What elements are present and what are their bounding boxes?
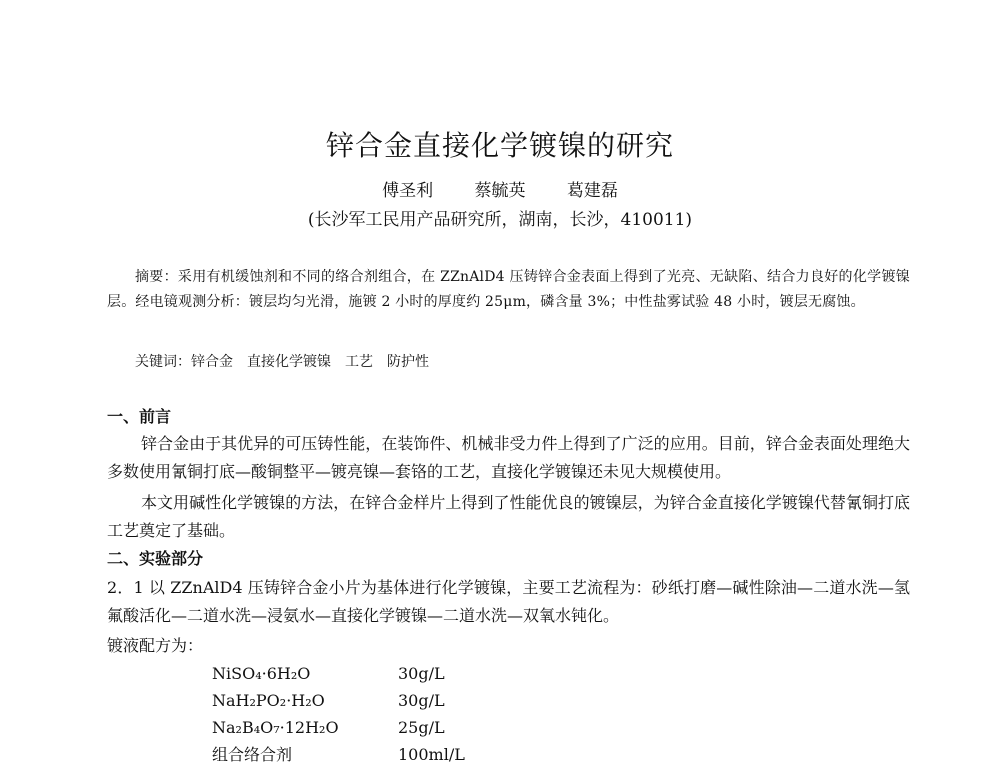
keyword: 直接化学镀镍 <box>247 354 331 370</box>
abstract: 摘要：采用有机缓蚀剂和不同的络合剂组合，在 ZZnAlD4 压铸锌合金表面上得到了光亮、无缺陷、结合力良好的化学镀镍层。经电镜观测分析：镀层均匀光滑，施镀 2 小时的厚度约 25μm，磷含量 3%；中性盐雾试验 48 小时，镀层无腐蚀。 <box>107 269 910 310</box>
keyword: 工艺 <box>345 354 373 370</box>
chemical-name: NaH₂PO₂·H₂O <box>212 691 325 710</box>
paragraph: 锌合金由于其优异的可压铸性能，在装饰件、机械非受力件上得到了广泛的应用。目前，锌合金表面处理绝大多数使用氰铜打底—酸铜整平—镀亮镍—套铬的工艺，直接化学镀镍还未见大规模使用。 <box>107 434 910 481</box>
formula-row <box>212 742 518 769</box>
chemical-name: NiSO₄·6H₂O <box>212 664 311 683</box>
formula-label: 镀液配方为： <box>107 636 204 655</box>
chemical-amount: 30g/L <box>398 691 445 710</box>
bath-formula-table <box>212 661 518 769</box>
keyword: 防护性 <box>387 354 429 370</box>
formula-row <box>212 715 518 742</box>
keyword: 锌合金 <box>191 354 233 370</box>
author-name: 蔡毓英 <box>474 181 526 201</box>
formula-row <box>212 661 518 688</box>
formula-row <box>212 688 518 715</box>
chemical-amount: 100ml/L <box>398 745 465 764</box>
author-name: 傅圣利 <box>382 181 434 201</box>
chemical-name: Na₂B₄O₇·12H₂O <box>212 718 339 737</box>
chemical-amount: 25g/L <box>398 718 445 737</box>
author-list <box>0 179 1000 203</box>
keywords <box>135 350 905 375</box>
chemical-amount: 30g/L <box>398 664 445 683</box>
keywords-label: 关键词： <box>135 354 191 370</box>
paragraph: 本文用碱性化学镀镍的方法，在锌合金样片上得到了性能优良的镀镍层，为锌合金直接化学镀镍代替氰铜打底工艺奠定了基础。 <box>107 493 910 540</box>
paragraph: 2．1 以 ZZnAlD4 压铸锌合金小片为基体进行化学镀镍，主要工艺流程为：砂纸打磨—碱性除油—二道水洗—氢氟酸活化—二道水洗—浸氨水—直接化学镀镍—二道水洗—双氧水钝化。 <box>107 578 910 625</box>
paper-title: 锌合金直接化学镀镍的研究 <box>325 129 674 162</box>
chemical-name: 组合络合剂 <box>212 745 293 764</box>
section-heading-introduction: 一、前言 <box>107 407 172 426</box>
affiliation: (长沙军工民用产品研究所，湖南，长沙，410011) <box>307 210 693 230</box>
author-name: 葛建磊 <box>566 181 618 201</box>
section-heading-experiment: 二、实验部分 <box>107 549 204 568</box>
